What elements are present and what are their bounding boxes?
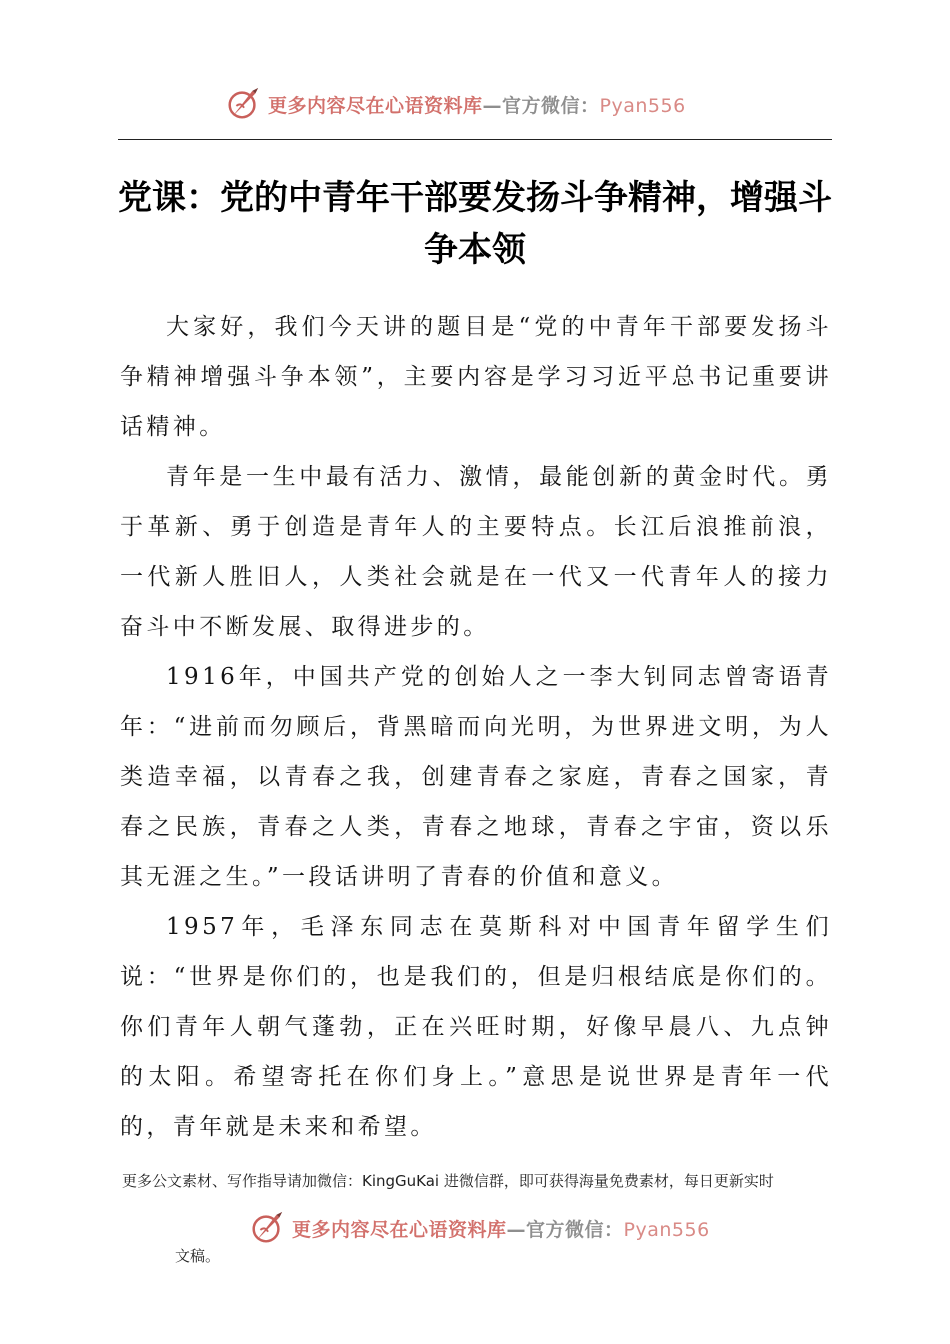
body-paragraph: 大家好，我们今天讲的题目是“党的中青年干部要发扬斗争精神增强斗争本领”，主要内容是学习习近平总书记重要讲话精神。 <box>120 314 832 440</box>
body-paragraph: 青年是一生中最有活力、激情，最能创新的黄金时代。勇于革新、勇于创造是青年人的主要特点。长江后浪推前浪，一代新人胜旧人，人类社会就是在一代又一代青年人的接力奋斗中不断发展、取得进步的。 <box>120 464 832 640</box>
quill-pen-circle-icon <box>248 1209 286 1247</box>
header-banner-text <box>268 91 686 118</box>
footer-note: 更多公文素材、写作指导请加微信：KingGuKai 进微信群，即可获得海量免费素材，每日更新实时 <box>122 1172 774 1190</box>
footer-banner-text <box>292 1215 710 1242</box>
footer-watermark-banner <box>248 1208 710 1248</box>
footer-note-continuation: 文稿。 <box>175 1247 221 1265</box>
header-brand-text: 更多内容尽在心语资料库 <box>268 94 483 117</box>
quill-pen-circle-icon <box>224 85 262 123</box>
header-separator: — <box>482 94 503 117</box>
document-title: 党课：党的中青年干部要发扬斗争精神，增强斗争本领 <box>118 178 832 270</box>
body-paragraph: 1916年，中国共产党的创始人之一李大钊同志曾寄语青年：“进前而勿顾后，背黑暗而向光明，为世界进文明，为人类造幸福，以青春之我，创建青春之家庭，青春之国家，青春之民族，青春之人类，青春之地球，青春之宇宙，资以乐其无涯之生。”一段话讲明了青春的价值和意义。 <box>120 664 832 890</box>
footer-brand-text: 更多内容尽在心语资料库 <box>292 1218 507 1241</box>
footer-separator: — <box>506 1218 527 1241</box>
header-watermark-banner <box>224 84 686 124</box>
footer-wechat-id: Pyan556 <box>623 1218 710 1241</box>
body-paragraph: 1957年，毛泽东同志在莫斯科对中国青年留学生们说：“世界是你们的，也是我们的，但是归根结底是你们的。你们青年人朝气蓬勃，正在兴旺时期，好像早晨八、九点钟的太阳。希望寄托在你们身上。”意思是说世界是青年一代的，青年就是未来和希望。 <box>120 914 832 1140</box>
header-divider <box>118 139 832 140</box>
footer-official-text: 官方微信： <box>526 1218 624 1241</box>
document-body <box>120 302 832 1152</box>
header-wechat-id: Pyan556 <box>599 94 686 117</box>
header-official-text: 官方微信： <box>502 94 600 117</box>
